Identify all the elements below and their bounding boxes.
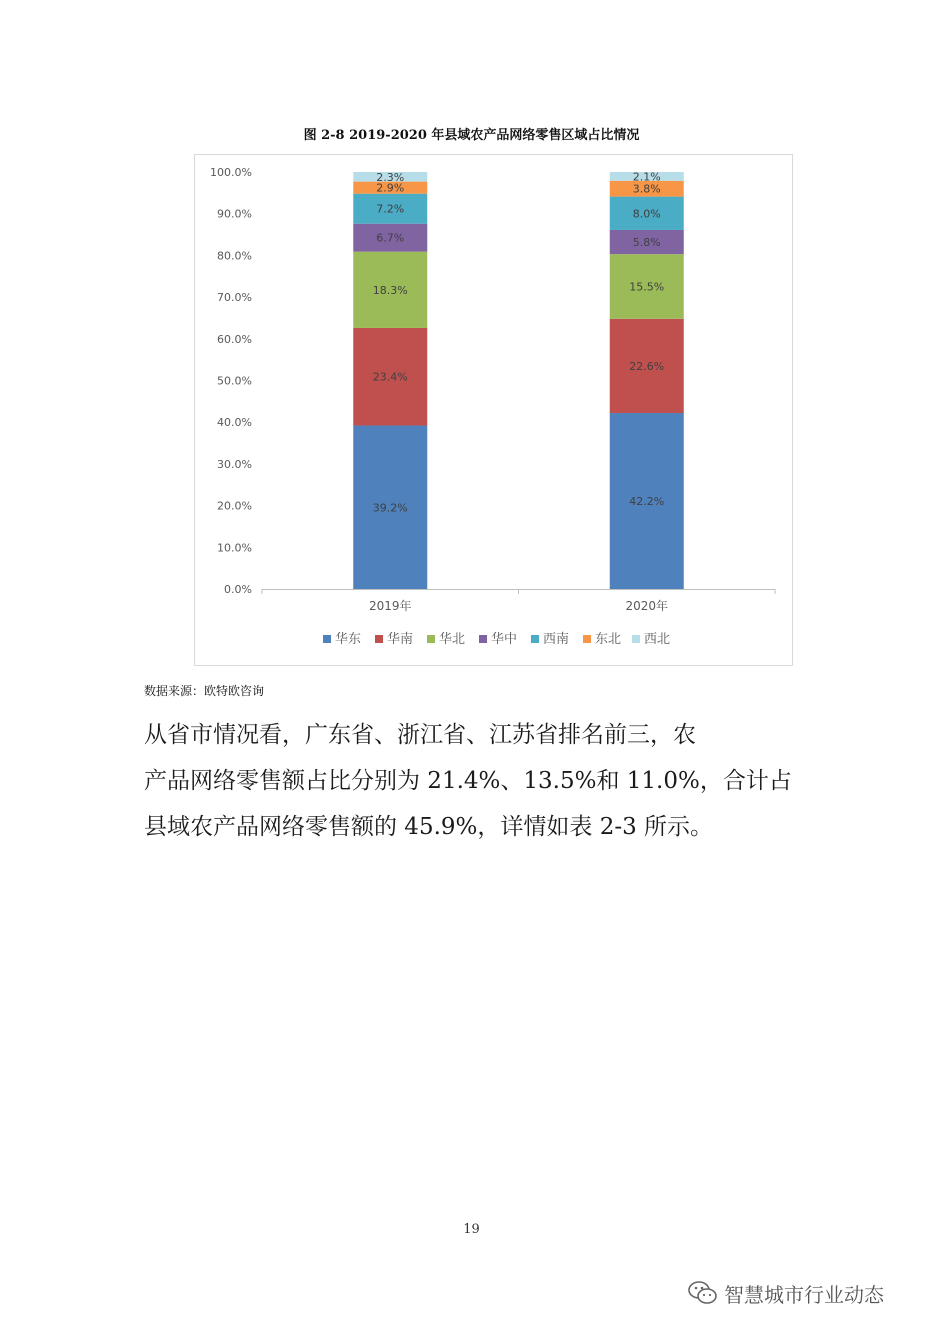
legend-swatch [632,635,640,643]
bar-data-label: 5.8% [632,236,661,250]
legend-label: 华中 [491,632,518,647]
bar-data-label: 3.8% [632,182,661,196]
bar-data-label: 39.2% [372,501,408,515]
bar-data-label: 2.3% [376,170,405,184]
bar-data-label: 23.4% [372,370,408,384]
page-number: 19 [463,1222,480,1237]
stacked-bar-chart [195,155,794,667]
legend-label: 华南 [387,632,414,647]
legend-label: 华北 [439,632,466,647]
y-tick-label: 10.0% [217,541,252,555]
y-tick-label: 60.0% [217,332,252,346]
paragraph-line: 县域农产品网络零售额的 45.9%，详情如表 2-3 所示。 [144,814,714,840]
x-tick-label: 2020年 [625,599,669,613]
bar-data-label: 2.9% [376,181,405,195]
legend-swatch [583,635,591,643]
bar-data-label: 7.2% [376,202,405,216]
y-tick-label: 90.0% [217,207,252,221]
watermark-text: 智慧城市行业动态 [724,1282,884,1307]
paragraph-line: 产品网络零售额占比分别为 21.4%、13.5%和 11.0%，合计占 [144,768,792,794]
y-tick-label: 20.0% [217,499,252,513]
legend-swatch [531,635,539,643]
y-tick-label: 80.0% [217,249,252,263]
legend-swatch [479,635,487,643]
bar-data-label: 18.3% [372,283,408,297]
legend-label: 东北 [595,632,622,647]
y-tick-label: 30.0% [217,457,252,471]
paragraph-line: 从省市情况看，广东省、浙江省、江苏省排名前三，农 [144,722,696,748]
legend-swatch [323,635,331,643]
bar-data-label: 22.6% [629,359,665,373]
legend-label: 华东 [335,632,362,647]
bar-data-label: 6.7% [376,231,405,245]
figure-title: 图 2-8 2019-2020 年县域农产品网络零售区域占比情况 [303,128,640,143]
watermark [688,1278,884,1308]
x-tick-label: 2019年 [368,599,412,613]
legend-label: 西南 [543,632,570,647]
legend-swatch [427,635,435,643]
chart-container [194,154,793,666]
y-tick-label: 100.0% [210,166,252,179]
bar-data-label: 2.1% [632,170,661,184]
bar-data-label: 42.2% [629,495,665,509]
y-tick-label: 40.0% [217,416,252,430]
bar-data-label: 15.5% [629,280,665,294]
body-paragraph [144,712,804,850]
bar-data-label: 8.0% [632,207,661,221]
wechat-icon [688,1280,718,1306]
y-tick-label: 0.0% [224,583,252,596]
legend-label: 西北 [644,632,671,647]
y-tick-label: 70.0% [217,291,252,305]
legend-swatch [375,635,383,643]
data-source: 数据来源：欧特欧咨询 [144,684,265,698]
y-tick-label: 50.0% [217,374,252,388]
